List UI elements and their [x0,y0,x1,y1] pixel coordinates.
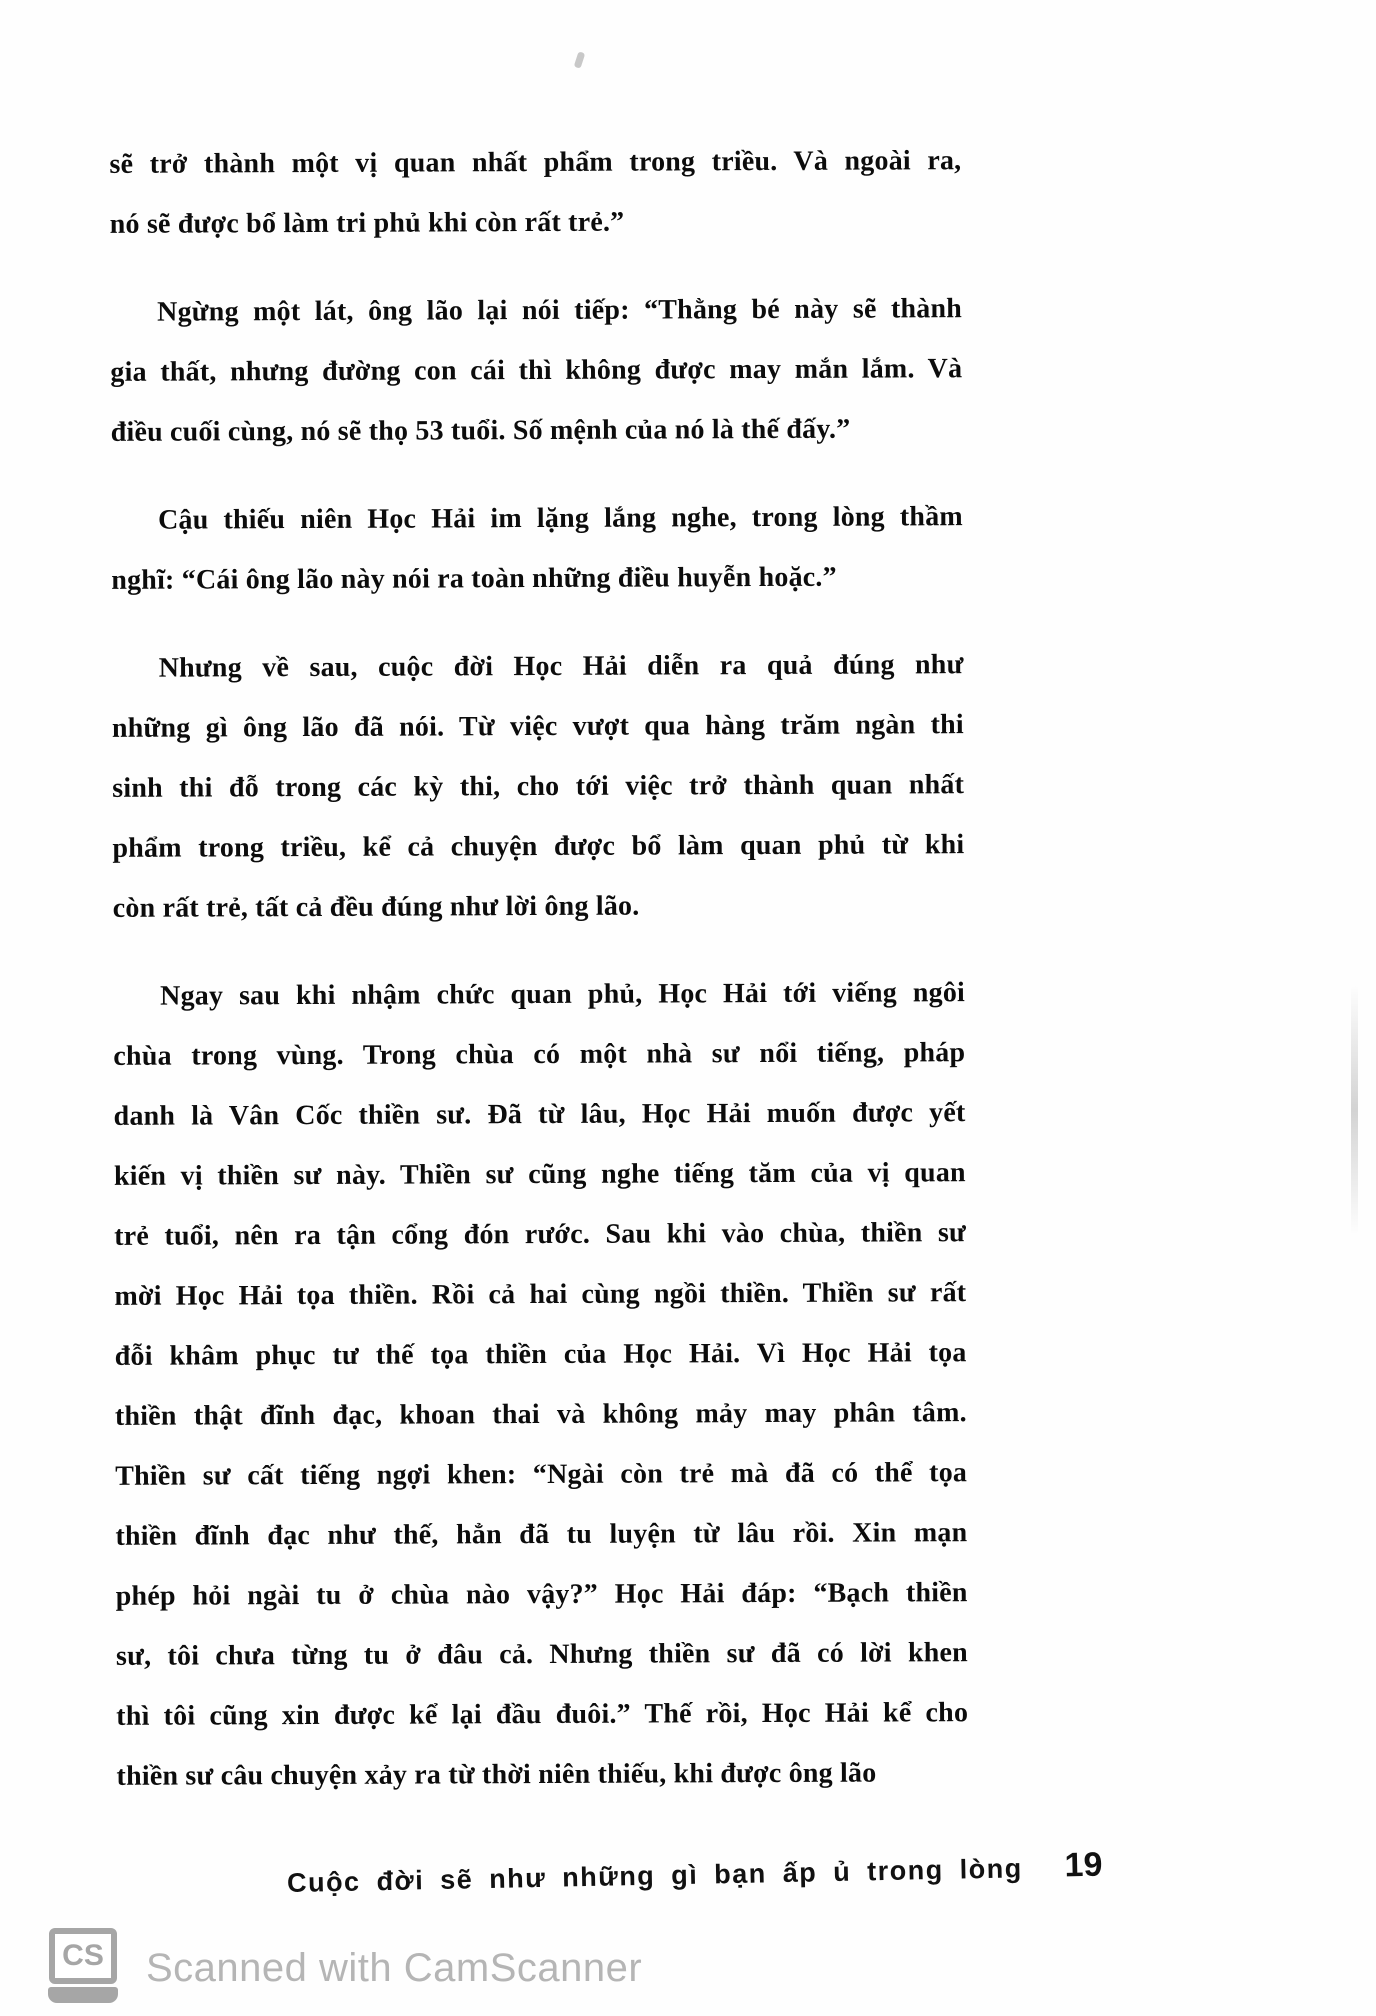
camscanner-cs-icon: CS [44,1928,122,2008]
text-line: phẩm trong triều, kể cả chuyện được bổ làm quan phủ từ khi [112,829,965,864]
page-number: 19 [1064,1845,1103,1885]
text-line: điều cuối cùng, nó sẽ thọ 53 tuổi. Số mệnh của nó là thế đấy.” [110,413,851,448]
text-line: sư, tôi chưa từng tu ở đâu cả. Nhưng thiền sư đã có lời khen [115,1637,968,1672]
text-line: mời Học Hải tọa thiền. Rồi cả hai cùng ngồi thiền. Thiền sư rất [114,1277,967,1312]
text-line: chùa trong vùng. Trong chùa có một nhà sư nổi tiếng, pháp [113,1037,966,1072]
paragraph [112,635,965,939]
page-footer [287,1841,1318,1901]
text-line: Ngừng một lát, ông lão lại nói tiếp: “Thằng bé này sẽ thành [157,293,963,328]
text-line: gia thất, nhưng đường con cái thì không được may mắn lắm. Và [110,353,963,388]
text-line: phép hỏi ngài tu ở chùa nào vậy?” Học Hải đáp: “Bạch thiền [115,1577,968,1612]
running-title: Cuộc đời sẽ như những gì bạn ấp ủ trong lòng [286,1853,1023,1898]
text-line: Cậu thiếu niên Học Hải im lặng lắng nghe, trong lòng thầm [157,501,963,536]
watermark-text: Scanned with CamScanner [146,1945,643,1990]
text-line: sinh thi đỗ trong các kỳ thi, cho tới việc trở thành quan nhất [112,769,965,804]
text-line: còn rất trẻ, tất cả đều đúng như lời ông lão. [112,890,640,924]
scan-artifact-mark [574,51,586,68]
text-line: Thiền sư cất tiếng ngợi khen: “Ngài còn trẻ mà đã có thể tọa [115,1457,968,1492]
text-line: thiền sư câu chuyện xảy ra từ thời niên thiếu, khi được ông lão [116,1757,877,1792]
paragraph [110,279,963,463]
text-line: thì tôi cũng xin được kể lại đầu đuôi.” Thế rồi, Học Hải kể cho [116,1697,969,1732]
text-line: nghĩ: “Cái ông lão này nói ra toàn những điều huyễn hoặc.” [111,561,837,596]
text-line: nó sẽ được bổ làm tri phủ khi còn rất trẻ.” [109,206,625,240]
text-line: Ngay sau khi nhậm chức quan phủ, Học Hải tới viếng ngôi [160,977,966,1012]
text-line: thiền đĩnh đạc như thế, hẳn đã tu luyện từ lâu rồi. Xin mạn [115,1517,968,1552]
paragraph [109,131,962,255]
paragraph [113,963,969,1807]
camscanner-watermark [44,1928,642,2008]
body-text [109,131,968,1807]
text-line: trẻ tuổi, nên ra tận cổng đón rước. Sau khi vào chùa, thiền sư [114,1217,967,1252]
text-line: Nhưng về sau, cuộc đời Học Hải diễn ra quả đúng như [158,649,964,684]
paragraph [111,487,964,611]
text-line: kiến vị thiền sư này. Thiền sư cũng nghe tiếng tăm của vị quan [113,1157,966,1192]
text-line: thiền thật đĩnh đạc, khoan thai và không mảy may phân tâm. [114,1397,967,1432]
text-line: những gì ông lão đã nói. Từ việc vượt qua hàng trăm ngàn thi [111,709,964,744]
text-line: danh là Vân Cốc thiền sư. Đã từ lâu, Học Hải muốn được yết [113,1097,966,1132]
text-line: sẽ trở thành một vị quan nhất phẩm trong triều. Và ngoài ra, [109,145,962,180]
text-line: đỗi khâm phục tư thế tọa thiền của Học Hải. Vì Học Hải tọa [114,1337,967,1372]
scan-artifact-streak [1351,985,1358,1235]
cs-icon-base [48,1987,118,2003]
